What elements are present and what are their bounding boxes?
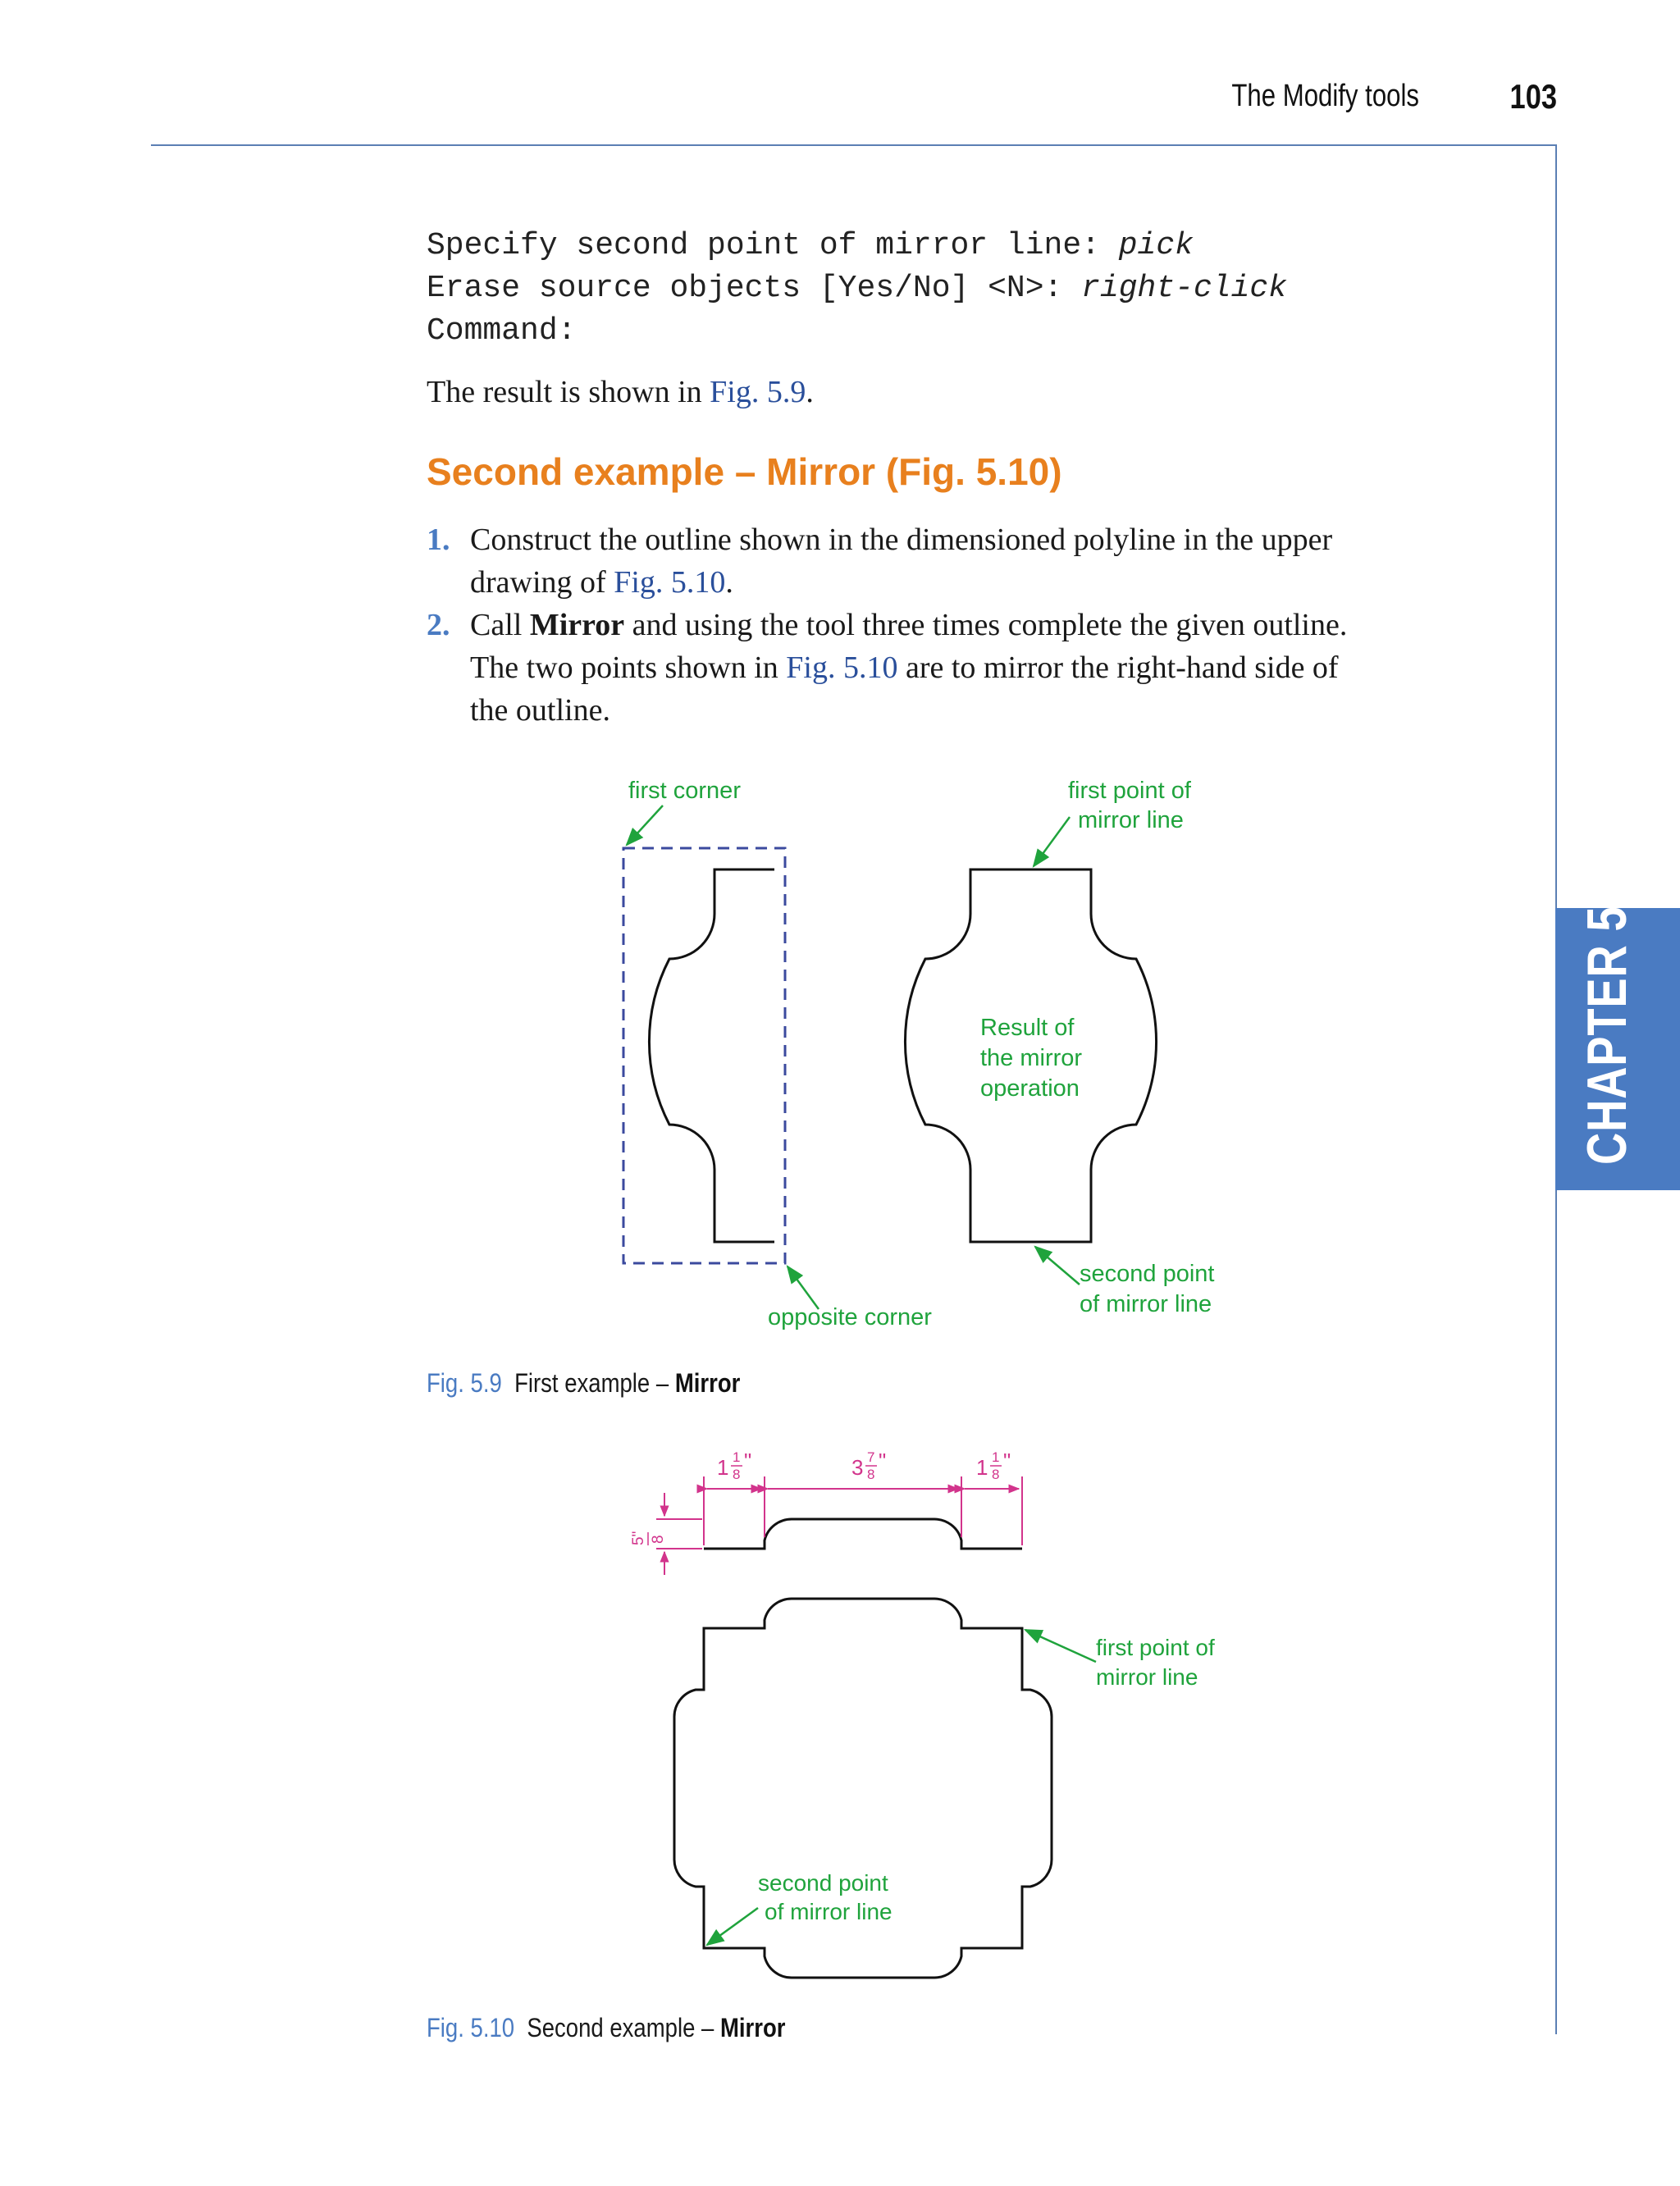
step-2-line-2: The two points shown in Fig. 5.10 are to mirror the right-hand side of: [470, 650, 1339, 685]
first-point-label-1: first point of: [1068, 778, 1191, 804]
dim-left-num: 1: [733, 1449, 741, 1465]
second-point-label-2: of mirror line: [1080, 1291, 1212, 1317]
second-point-label-1: second point: [1080, 1261, 1215, 1287]
fig510-second-point-leader: [707, 1908, 758, 1945]
running-header-title: The Modify tools: [1231, 79, 1419, 113]
fig-5-10-link[interactable]: Fig. 5.10: [786, 650, 898, 685]
dim-mid-num: 7: [867, 1449, 875, 1465]
step-1-line-2: drawing of Fig. 5.10.: [470, 565, 733, 600]
fig510-first-point-leader: [1025, 1630, 1096, 1662]
fig510-second-point-label-2: of mirror line: [765, 1899, 892, 1924]
fig510-second-point-label-1: second point: [758, 1870, 888, 1896]
command-line-1: Specify second point of mirror line: pick: [427, 228, 1194, 263]
dim-height-den: 8: [650, 1535, 667, 1544]
fig-5-9-caption: Fig. 5.9 First example – Mirror: [427, 1368, 741, 1398]
step-2-line-3: the outline.: [470, 693, 610, 728]
opposite-corner-label: opposite corner: [768, 1304, 932, 1330]
result-label-3: operation: [980, 1075, 1080, 1102]
dim-mid-whole: 3: [851, 1455, 864, 1480]
dim-right-den: 8: [992, 1467, 1000, 1482]
dim-mid-inch: ": [879, 1449, 887, 1473]
fig510-first-point-label-2: mirror line: [1096, 1664, 1198, 1690]
fig510-first-point-label-1: first point of: [1096, 1635, 1215, 1660]
dim-left-whole: 1: [717, 1455, 729, 1480]
chapter-tab-label: CHAPTER 5: [1576, 906, 1638, 1165]
fig-5-10-caption: Fig. 5.10 Second example – Mirror: [427, 2013, 786, 2042]
step-1-number: 1.: [427, 523, 450, 557]
dim-right-inch: ": [1003, 1449, 1011, 1473]
first-point-label-2: mirror line: [1078, 807, 1184, 833]
result-paragraph: The result is shown in Fig. 5.9.: [427, 375, 814, 409]
first-corner-label: first corner: [628, 778, 741, 804]
dim-left-den: 8: [733, 1467, 741, 1482]
fig-5-9-link[interactable]: Fig. 5.9: [710, 375, 806, 409]
command-line-2: Erase source objects [Yes/No] <N>: right-click: [427, 271, 1287, 306]
fig-5-10-link[interactable]: Fig. 5.10: [614, 565, 726, 600]
result-label-1: Result of: [980, 1015, 1075, 1041]
dim-left-inch: ": [744, 1449, 752, 1473]
dim-mid-den: 8: [867, 1467, 875, 1482]
command-line-3: Command:: [427, 313, 577, 349]
dim-height-num: 5": [630, 1531, 647, 1545]
step-2-number: 2.: [427, 608, 450, 642]
dim-right-num: 1: [992, 1449, 1000, 1465]
step-2-line-1: Call Mirror and using the tool three times complete the given outline.: [470, 608, 1348, 642]
dim-right-whole: 1: [976, 1455, 988, 1480]
section-heading: Second example – Mirror (Fig. 5.10): [427, 450, 1062, 493]
page-number: 103: [1509, 77, 1557, 116]
dimensioned-polyline: [704, 1519, 1022, 1549]
step-1-line-1: Construct the outline shown in the dimensioned polyline in the upper: [470, 523, 1333, 557]
result-label-2: the mirror: [980, 1045, 1083, 1071]
